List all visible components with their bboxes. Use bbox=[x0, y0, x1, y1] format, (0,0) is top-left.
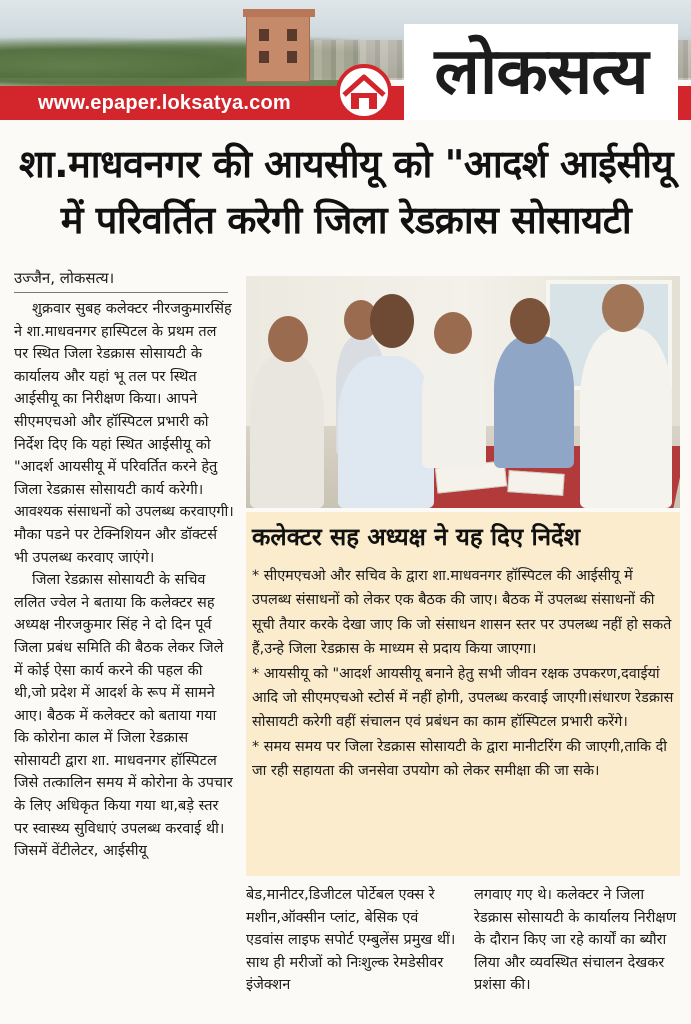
directive-item: * समय समय पर जिला रेडक्रास सोसायटी के द्वारा मानीटरिंग की जाएगी,ताकि दी जा रही सहायता की जनसेवा उपयोग को लेकर समीक्षा की जा सके। bbox=[252, 738, 668, 780]
headline-line-1: शा.माधवनगर की आयसीयू को "आदर्श आईसीयू bbox=[18, 142, 674, 186]
directives-title: कलेक्टर सह अध्यक्ष ने यह दिए निर्देश bbox=[252, 523, 581, 551]
photo-person bbox=[494, 336, 574, 468]
directives-box bbox=[246, 512, 680, 876]
article-paragraph: जिला रेडक्रास सोसायटी के सचिव ललित ज्वेल ने बताया कि कलेक्टर सह अध्यक्ष नीरजकुमार सिंह ने दो दिन पूर्व जिला प्रबंध समिति की बैठक लेकर जिले में कोई ऐसा कार्य करने की पहल की थी,जो प्रदेश में आदर्श के रूप में सामने आए। बैठक में कलेक्टर को बताया गया कि कोरोना काल में जिला रेडक्रास सोसायटी द्वारा शा. माधवनगर हॉस्पिटल जिसे तत्कालिन समय में कोरोना के उपचार के लिए अधिकृत किया गया था,बड़े स्तर पर स्वास्थ्य सुविधाएं उपलब्ध करवाई थी। जिसमें वेंटीलेटर, आईसीयू bbox=[14, 572, 233, 860]
photo-person-head bbox=[510, 298, 550, 344]
dateline: उज्जैन, लोकसत्य। bbox=[14, 269, 115, 287]
headline-line-2: में परिवर्तित करेगी जिला रेडक्रास सोसायटी bbox=[60, 198, 632, 242]
article-middle-column bbox=[246, 884, 460, 997]
article-left-column bbox=[14, 298, 234, 863]
photo-papers bbox=[507, 470, 564, 496]
photo-person bbox=[580, 328, 672, 508]
photo-person bbox=[422, 348, 486, 468]
directives-list bbox=[252, 564, 676, 784]
article-right-column bbox=[474, 884, 680, 997]
masthead bbox=[0, 0, 691, 122]
brand-name: लोकसत्य bbox=[434, 35, 648, 109]
article-paragraph: बेड,मानीटर,डिजीटल पोर्टेबल एक्स रे मशीन,ऑक्सीन प्लांट, बेसिक एवं एडवांस लाइफ सपोर्ट एम्बुलेंस प्रमुख थीं। साथ ही मरीजों को निःशुल्क रेमडेसीवर इंजेक्शन bbox=[246, 887, 456, 994]
photo-person-head bbox=[434, 312, 472, 354]
directive-item: * आयसीयू को "आदर्श आयसीयू बनाने हेतु सभी जीवन रक्षक उपकरण,दवाईयां आदि जो सीएमएचओ स्टोर्स में नहीं होगी, उपलब्ध करवाई जाएगी।संधारण रेडक्रास सोसायटी करेगी वहीं संचालन एवं प्रबंधन का काम हॉस्पिटल प्रभारी करेंगे। bbox=[252, 665, 674, 731]
photo-person-head bbox=[268, 316, 308, 362]
brand-logo bbox=[404, 24, 678, 120]
article-paragraph: लगवाए गए थे। कलेक्टर ने जिला रेडक्रास सोसायटी के कार्यालय निरीक्षण के दौरान किए जा रहे कार्यों का ब्यौरा लिया और व्यवस्थित संचालन देखकर प्रशंसा की। bbox=[474, 887, 677, 994]
headline bbox=[14, 136, 678, 248]
article-paragraph: शुक्रवार सुबह कलेक्टर नीरजकुमारसिंह ने शा.माधवनगर हास्पिटल के प्रथम तल पर स्थित जिला रेडक्रास सोसायटी के कार्यालय और यहां भू तल पर स्थित आईसीयू का निरीक्षण किया। आपने सीएमएचओ और हॉस्पिटल प्रभारी को निर्देश दिए कि यहां स्थित आईसीयू को "आदर्श आयसीयू में परिवर्तित करने हेतु जिला रेडक्रास सोसायटी कार्य करेगी। आवश्यक संसाधनों को उपलब्ध करवाएगी। मौका पडने पर टेक्निशियन और डॉक्टर्स भी उपलब्ध करवाए जाएंगे। bbox=[14, 301, 234, 566]
photo-person-head bbox=[370, 294, 414, 348]
house-in-circle-icon bbox=[330, 62, 398, 120]
dateline-divider bbox=[14, 292, 228, 293]
news-photo-collector-inspection bbox=[246, 276, 680, 508]
masthead-clock-tower bbox=[246, 14, 310, 82]
directive-item: * सीएमएचओ और सचिव के द्वारा शा.माधवनगर हॉस्पिटल की आईसीयू में उपलब्ध संसाधनों को लेकर एक बैठक की जाए। बैठक में उपलब्ध संसाधनों की सूची तैयार करके देखा जाए कि जो संसाधन शासन स्तर पर उपलब्ध नहीं हो सकते हैं,उन्हे जिला रेडक्रास के माध्यम से प्रदाय किया जाएगा। bbox=[252, 568, 672, 658]
photo-person bbox=[338, 356, 434, 508]
photo-person-head bbox=[602, 284, 644, 332]
photo-person bbox=[250, 354, 324, 508]
epaper-url[interactable]: www.epaper.loksatya.com bbox=[38, 92, 291, 114]
